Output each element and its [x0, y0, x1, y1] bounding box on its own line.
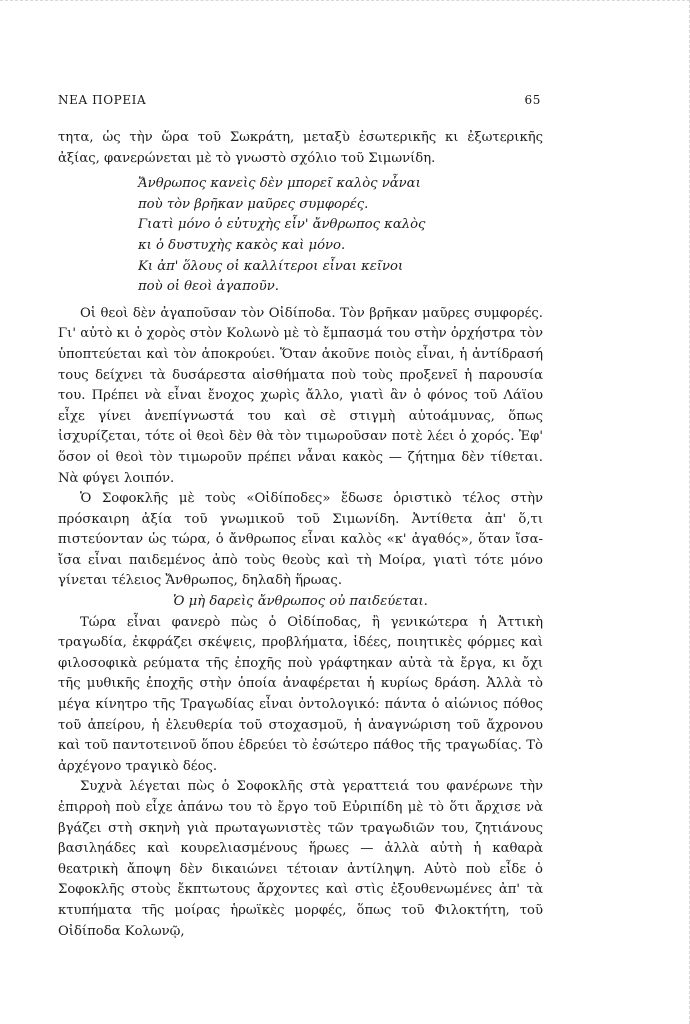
paragraph: Συχνὰ λέγεται πὼς ὁ Σοφοκλῆς στὰ γεραττειά του φανέρωνε τὴν ἐπιρροὴ ποὺ εἶχε ἀπάνω του τὸ ἔργο τοῦ Εὐριπίδη μὲ τὸ ὅτι ἄρχισε νὰ βγάζει στὴ σκηνὴ γιὰ πρωταγωνιστὲς τῶν τραγωδιῶν του, ζητιάνους βασιληάδες καὶ κουρελιασμένους ἥρωες — ἀλλὰ αὐτὴ ἡ καθαρὰ θεατρικὴ ἄποψη δὲν δικαιώνει τέτοιαν ἀντίληψη. Αὐτὸ ποὺ εἶδε ὁ Σοφοκλῆς στοὺς ἔκπτωτους ἄρχοντες καὶ στὶς ἐξουθενωμένες ἀπ' τὰ κτυπήματα τῆς μοίρας ἡρωϊκὲς μορφές, ὅπως τοῦ Φιλοκτήτη, τοῦ Οἰδίποδα Κολωνῷ,	[58, 779, 543, 939]
poem-line: ποὺ τὸν βρῆκαν μαῦρες συμφορές.	[138, 196, 369, 212]
paragraph: Οἱ θεοὶ δὲν ἀγαποῦσαν τὸν Οἰδίποδα. Τὸν βρῆκαν μαῦρες συμφορές. Γι' αὐτὸ κι ὁ χορὸς στὸν Κολωνὸ μὲ τὸ ἔμπασμά του στὴν ὀρχήστρα τὸν ὑποπτεύεται καὶ τὸν ἀποκρούει. Ὅταν ἀκοῦνε ποιὸς εἶναι, ἡ ἀντίδρασή τους δείχνει τὰ δυσάρεστα αἰσθήματα ποὺ τοὺς προξενεῖ ἡ παρουσία του. Πρέπει νὰ εἶναι ἔνοχος χωρὶς ἄλλο, γιατὶ ἂν ὁ φόνος τοῦ Λάϊου εἶχε γίνει ἀνεπίγνωστά του καὶ σὲ στιγμὴ αὐτοάμυνας, ὅπως ἰσχυρίζεται, τότε οἱ θεοὶ δὲν θὰ τὸν τιμωροῦσαν ποτὲ λέει ὁ χορός. Ἐφ' ὅσον οἱ θεοὶ τὸν τιμωροῦν πρέπει νἆναι κακὸς — ζήτημα δὲν τίθεται. Νὰ φύγει λοιπόν.	[58, 305, 543, 486]
poem-line: Κι ἀπ' ὅλους οἱ καλλίτεροι εἶναι κεῖνοι	[138, 258, 404, 274]
paragraph: Ὁ Σοφοκλῆς μὲ τοὺς «Οἰδίποδες» ἔδωσε ὁριστικὸ τέλος στὴν πρόσκαιρη ἀξία τοῦ γνωμικοῦ τοῦ Σιμωνίδη. Ἀντίθετα ἀπ' ὅ,τι πιστεύονταν ὡς τώρα, ὁ ἄνθρωπος εἶναι καλὸς «κ' ἀγαθός», ὅταν ἴσα-ἴσα εἶναι παιδεμένος ἀπὸ τοὺς θεοὺς καὶ τὴ Μοίρα, γιατὶ τότε μόνο γίνεται τέλειος Ἄνθρωπος, δηλαδὴ ἥρωας.	[58, 491, 543, 589]
paragraph: Τώρα εἶναι φανερὸ πὼς ὁ Οἰδίποδας, ἢ γενικώτερα ἡ Ἀττικὴ τραγωδία, ἐκφράζει σκέψεις, προβλήματα, ἰδέες, ποιητικὲς φόρμες καὶ φιλοσοφικὰ ρεύματα τῆς ἐποχῆς ποὺ γράφτηκαν αὐτὰ τὰ ἔργα, κι ὄχι τῆς μυθικῆς ἐποχῆς στὴν ὁποία ἀναφέρεται ἡ κυρίως δράση. Ἀλλὰ τὸ μέγα κίνητρο τῆς Τραγωδίας εἶναι ὀντολογικό: πάντα ὁ αἰώνιος πόθος τοῦ ἀπείρου, ἡ ἐλευθερία τοῦ στοχασμοῦ, ἡ ἀναγνώριση τοῦ ἄχρονου καὶ τοῦ παντοτεινοῦ ὅπου ἑδρεύει τὸ ἐσώτερο πάθος τῆς τραγωδίας. Τὸ ἀρχέγονο τραγικὸ δέος.	[58, 614, 543, 774]
paragraph-continuation: τητα, ὡς τὴν ὥρα τοῦ Σωκράτη, μεταξὺ ἐσωτερικῆς κι ἐξωτερικῆς ἀξίας, φανερώνεται μὲ τὸ γνωστὸ σχόλιο τοῦ Σιμωνίδη.	[58, 130, 543, 166]
running-title: ΝΕΑ ΠΟΡΕΙΑ	[58, 93, 147, 107]
poem-line: Ἄνθρωπος κανεὶς δὲν μπορεῖ καλὸς νἆναι	[138, 176, 421, 192]
page-body	[58, 128, 543, 942]
page-number: 65	[524, 93, 541, 107]
poem-line: Γιατὶ μόνο ὁ εὐτυχὴς εἶν' ἄνθρωπος καλὸς	[138, 217, 426, 233]
poem-line: κι ὁ δυστυχὴς κακὸς καὶ μόνο.	[138, 237, 346, 253]
poem-quotation	[138, 174, 543, 298]
running-header	[58, 93, 541, 107]
proverb-quotation: Ὁ μὴ δαρεὶς ἄνθρωπος οὐ παιδεύεται.	[173, 594, 428, 610]
poem-line: ποὺ οἱ θεοὶ ἀγαποῦν.	[138, 279, 279, 295]
